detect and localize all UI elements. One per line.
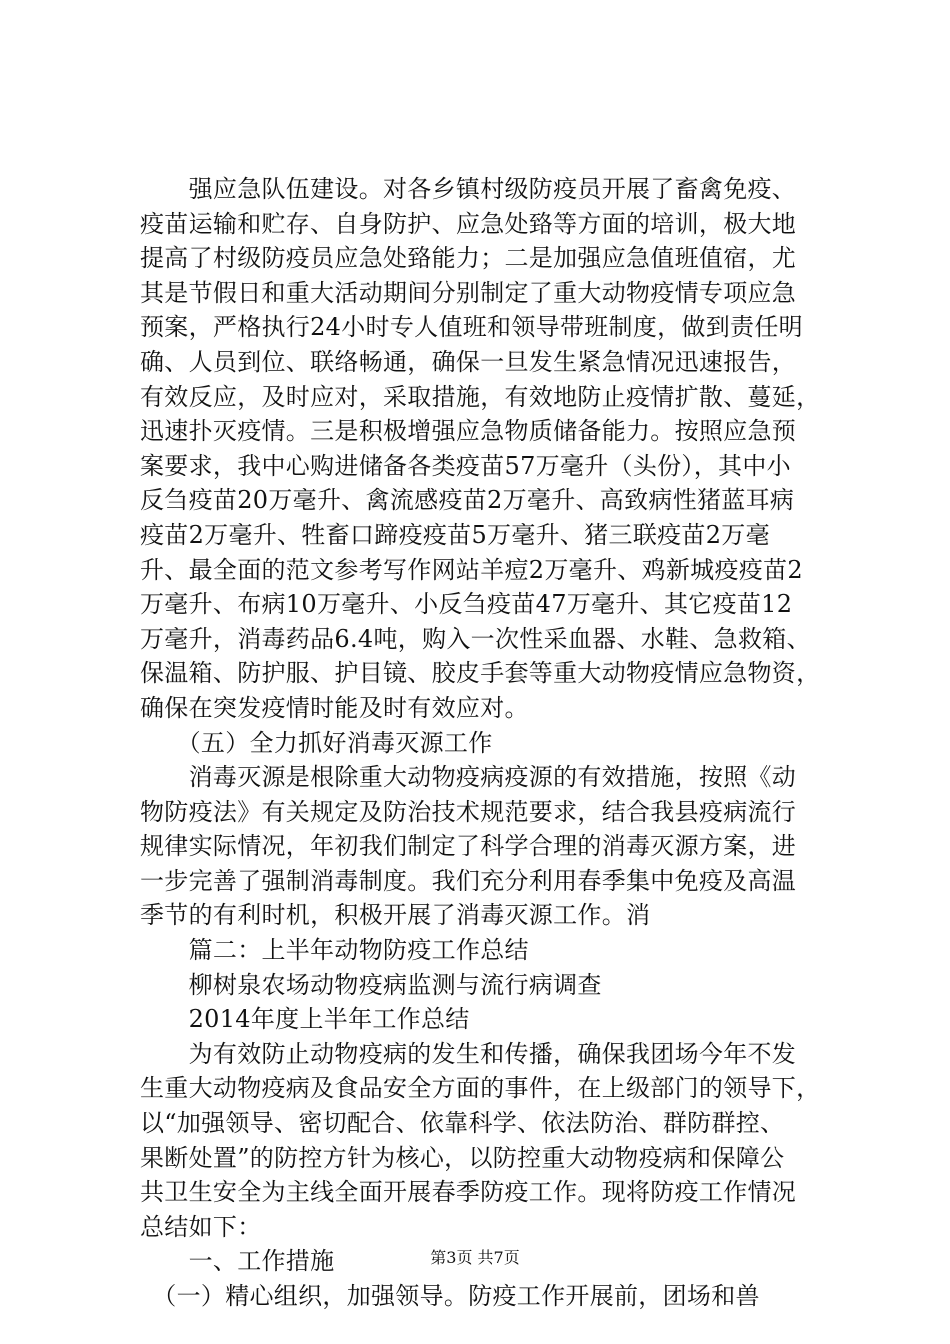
text-line: 案要求，我中心购进储备各类疫苗57万毫升（头份），其中小 [140, 451, 791, 480]
text-line: 反刍疫苗20万毫升、禽流感疫苗2万毫升、高致病性猪蓝耳病 [140, 486, 795, 515]
text-line: 季节的有利时机，积极开展了消毒灭源工作。消 [140, 901, 651, 930]
text-line: 以“加强领导、密切配合、依靠科学、依法防治、群防群控、 [140, 1109, 785, 1138]
text-line: 疫苗运输和贮存、自身防护、应急处臵等方面的培训，极大地 [140, 209, 797, 238]
text-line: 一、工作措施 [140, 1247, 335, 1276]
text-line: 确、人员到位、联络畅通，确保一旦发生紧急情况迅速报告， [140, 347, 797, 376]
text-line: 柳树泉农场动物疫病监测与流行病调查 [140, 970, 602, 999]
text-line: 规律实际情况，年初我们制定了科学合理的消毒灭源方案，进 [140, 832, 797, 861]
text-line: 2014年度上半年工作总结 [140, 1005, 470, 1034]
text-line: 其是节假日和重大活动期间分别制定了重大动物疫情专项应急 [140, 278, 797, 307]
text-line: （一）精心组织，加强领导。防疫工作开展前，团场和兽 [140, 1282, 760, 1310]
text-line: 保温箱、防护服、护目镜、胶皮手套等重大动物疫情应急物资， [140, 659, 821, 688]
text-line: （五）全力抓好消毒灭源工作 [140, 728, 493, 757]
text-line: 一步完善了强制消毒制度。我们充分利用春季集中免疫及高温 [140, 866, 797, 895]
page-number: 第3页 共7页 [430, 1248, 520, 1267]
text-line: 强应急队伍建设。对各乡镇村级防疫员开展了畜禽免疫、 [140, 175, 797, 203]
text-line: 有效反应，及时应对，采取措施，有效地防止疫情扩散、蔓延， [140, 382, 821, 411]
page-footer [0, 1248, 950, 1268]
text-line: 生重大动物疫病及食品安全方面的事件，在上级部门的领导下， [140, 1074, 821, 1103]
text-line: 迅速扑灭疫情。三是积极增强应急物质储备能力。按照应急预 [140, 417, 797, 446]
text-line: 果断处置”的防控方针为核心，以防控重大动物疫病和保障公 [140, 1143, 785, 1172]
text-line: 消毒灭源是根除重大动物疫病疫源的有效措施，按照《动 [140, 763, 797, 792]
text-line: 万毫升，消毒药品6.4吨，购入一次性采血器、水鞋、急救箱、 [140, 624, 811, 653]
text-line: 共卫生安全为主线全面开展春季防疫工作。现将防疫工作情况 [140, 1178, 797, 1207]
text-line: 万毫升、布病10万毫升、小反刍疫苗47万毫升、其它疫苗12 [140, 590, 793, 619]
text-line: 升、最全面的范文参考写作网站羊痘2万毫升、鸡新城疫疫苗2 [140, 555, 803, 584]
text-line: 总结如下： [140, 1212, 262, 1241]
document-body [140, 172, 840, 1314]
text-line: 为有效防止动物疫病的发生和传播，确保我团场今年不发 [140, 1039, 797, 1068]
text-line: 预案，严格执行24小时专人值班和领导带班制度，做到责任明 [140, 313, 803, 342]
text-line: 篇二：上半年动物防疫工作总结 [140, 936, 529, 965]
text-line: 确保在突发疫情时能及时有效应对。 [140, 693, 529, 722]
text-line: 提高了村级防疫员应急处臵能力；二是加强应急值班值宿，尤 [140, 244, 797, 273]
text-line: 疫苗2万毫升、牲畜口蹄疫疫苗5万毫升、猪三联疫苗2万毫 [140, 520, 770, 549]
text-line: 物防疫法》有关规定及防治技术规范要求，结合我县疫病流行 [140, 797, 797, 826]
